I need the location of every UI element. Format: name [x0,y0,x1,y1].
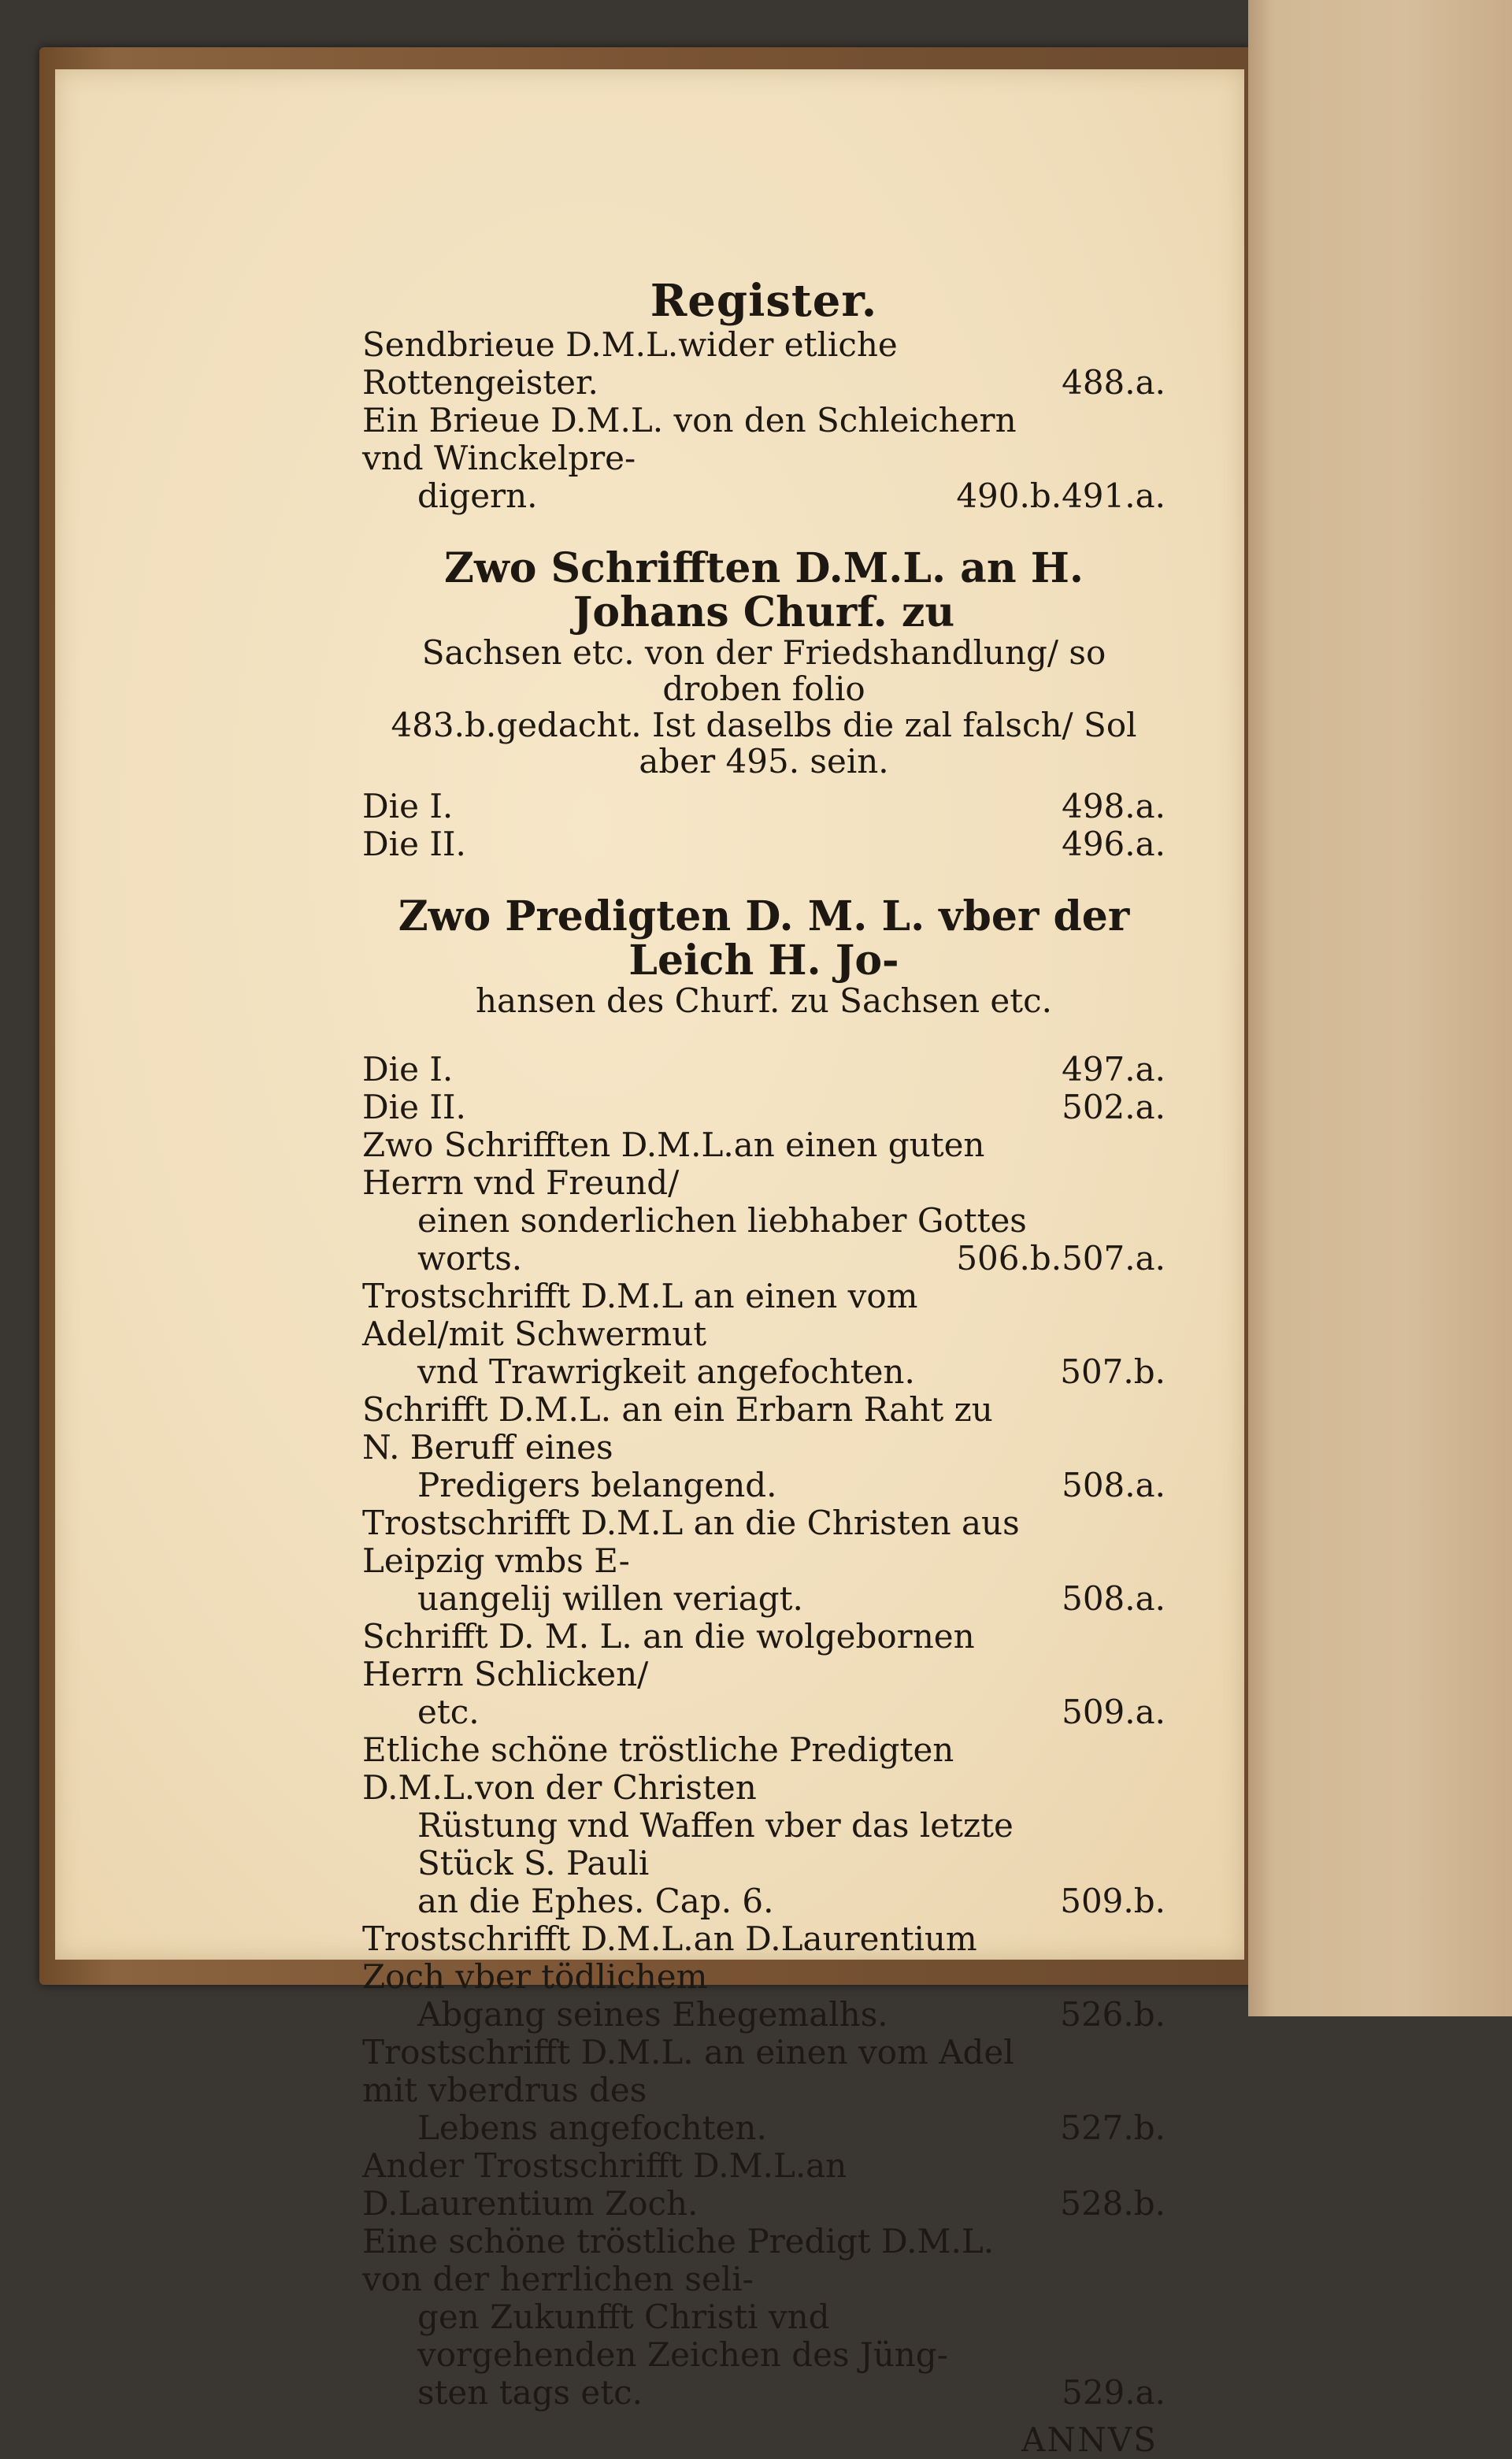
entries-group-a [362,326,1166,515]
section-heading-1 [362,544,1166,781]
book-page [55,69,1244,2459]
register-entry [362,1278,1166,1391]
entry-title-line: Etliche schöne tröstliche Predigten D.M.L.von der Christen [362,1730,954,1807]
entry-title-line: Eine schöne tröstliche Predigt D.M.L. von der herrlichen seli- [362,2222,995,2298]
entry-title [362,1618,1032,1731]
entry-folio: 490.b.491.a. [956,477,1166,515]
entry-folio: 508.a. [1062,1579,1166,1618]
entry-folio: 528.b. [1060,2184,1166,2223]
register-entry [362,1126,1166,1278]
entry-folio: 502.a. [1062,1088,1166,1126]
entry-title-line: Trostschrifft D.M.L an einen vom Adel/mit Schwermut [362,1277,918,1353]
register-content [362,275,1166,2459]
entry-title-line: Ein Brieue D.M.L. von den Schleichern vnd Winckelpre- [362,401,1017,477]
entry-folio: 498.a. [1062,787,1166,825]
entry-title-line: Trostschrifft D.M.L an die Christen aus Leipzig vmbs E- [362,1504,1020,1580]
register-entry [362,1391,1166,1504]
entry-title-line: Predigers belangend. [417,1466,777,1504]
entry-title-line: Rüstung vnd Waffen vber das letzte Stück S. Pauli [417,1806,1014,1882]
register-entry [362,1089,1166,1126]
entries-group-b [362,788,1166,863]
entry-folio: 529.a. [1062,2373,1166,2412]
entry-title [362,326,1032,402]
register-entry [362,2223,1166,2412]
register-entry [362,788,1166,825]
entry-title-line: Schrifft D. M. L. an die wolgebornen Herrn Schlicken/ [362,1617,975,1693]
register-entry [362,825,1166,863]
entry-title-line: Zwo Schrifften D.M.L.an einen guten Herrn vnd Freund/ [362,1126,985,1202]
entry-title-line: an die Ephes. Cap. 6. [417,1882,774,1920]
entry-title-line: vnd Trawrigkeit angefochten. [417,1352,915,1391]
entry-title-line: Ander Trostschrifft D.M.L.an D.Laurentium Zoch. [362,2146,847,2223]
entry-folio: 509.a. [1062,1693,1166,1731]
catchword: ANNVS [1021,2420,1158,2459]
page-title: Register. [650,275,878,327]
register-entry [362,2034,1166,2147]
entry-title [362,1089,1032,1126]
book-cover-right [1248,0,1512,2016]
entries-group-c [362,1051,1166,2412]
section-heading-1-sub-0: Sachsen etc. von der Friedshandlung/ so droben folio [421,633,1106,708]
entry-title-line: Sendbrieue D.M.L.wider etliche Rottengeister. [362,325,898,402]
entry-title-line: sten tags etc. [417,2373,643,2412]
entry-title [362,788,1032,825]
entry-folio: 506.b.507.a. [956,1239,1166,1278]
spacer [362,1027,1166,1051]
entry-title [362,1504,1032,1618]
entry-title-line: uangelij willen veriagt. [417,1579,803,1618]
entry-title [362,402,1032,515]
entry-title [362,2223,1032,2412]
register-entry [362,402,1166,515]
entry-title-line: gen Zukunfft Christi vnd vorgehenden Zeichen des Jüng- [417,2298,948,2374]
entry-title-line: Schrifft D.M.L. an ein Erbarn Raht zu N. Beruff eines [362,1390,993,1467]
section-heading-1-sub-2: aber 495. sein. [639,742,889,781]
section-heading-2-sub-0: hansen des Churf. zu Sachsen etc. [476,981,1052,1020]
entry-title [362,1051,1032,1089]
entry-title [362,825,1032,863]
entry-folio: 488.a. [1062,363,1166,402]
entry-title [362,1731,1032,1920]
entry-folio: 527.b. [1060,2109,1166,2147]
entry-title-line: etc. [417,1693,480,1731]
entry-title-line: Abgang seines Ehegemalhs. [417,1995,888,2034]
entry-folio: 497.a. [1062,1050,1166,1089]
entry-title-line: Trostschrifft D.M.L. an einen vom Adel mit vberdrus des [362,2033,1014,2109]
entry-folio: 526.b. [1060,1995,1166,2034]
entry-title [362,2147,1032,2223]
register-entry [362,2147,1166,2223]
entry-title-line: Trostschrifft D.M.L.an D.Laurentium Zoch vber tödlichem [362,1919,977,1996]
entry-title [362,1391,1032,1504]
register-entry [362,1618,1166,1731]
entry-folio: 508.a. [1062,1466,1166,1504]
section-heading-1-main: Zwo Schrifften D.M.L. an H. Johans Churf. zu [444,544,1084,636]
register-entry [362,1731,1166,1920]
register-entry [362,1051,1166,1089]
entry-title-line: digern. [417,477,538,515]
entry-title-line: Lebens angefochten. [417,2109,767,2147]
section-heading-2-main: Zwo Predigten D. M. L. vber der Leich H. Jo- [398,892,1130,985]
entry-title [362,1126,1032,1278]
entry-title [362,1278,1032,1391]
entry-folio: 496.a. [1062,825,1166,863]
entry-folio: 507.b. [1060,1352,1166,1391]
register-entry [362,1920,1166,2034]
entry-title-line: Die I. [362,787,454,825]
entry-title-line: Die II. [362,1088,466,1126]
entry-folio: 509.b. [1060,1882,1166,1920]
register-entry [362,326,1166,402]
entry-title-line: einen sonderlichen liebhaber Gottes worts. [417,1201,1027,1278]
register-entry [362,1504,1166,1618]
entry-title [362,1920,1032,2034]
section-heading-2 [362,892,1166,1020]
section-heading-1-sub-1: 483.b.gedacht. Ist daselbs die zal falsch/ Sol [391,706,1137,744]
entry-title [362,2034,1032,2147]
entry-title-line: Die I. [362,1050,454,1089]
entry-title-line: Die II. [362,825,466,863]
